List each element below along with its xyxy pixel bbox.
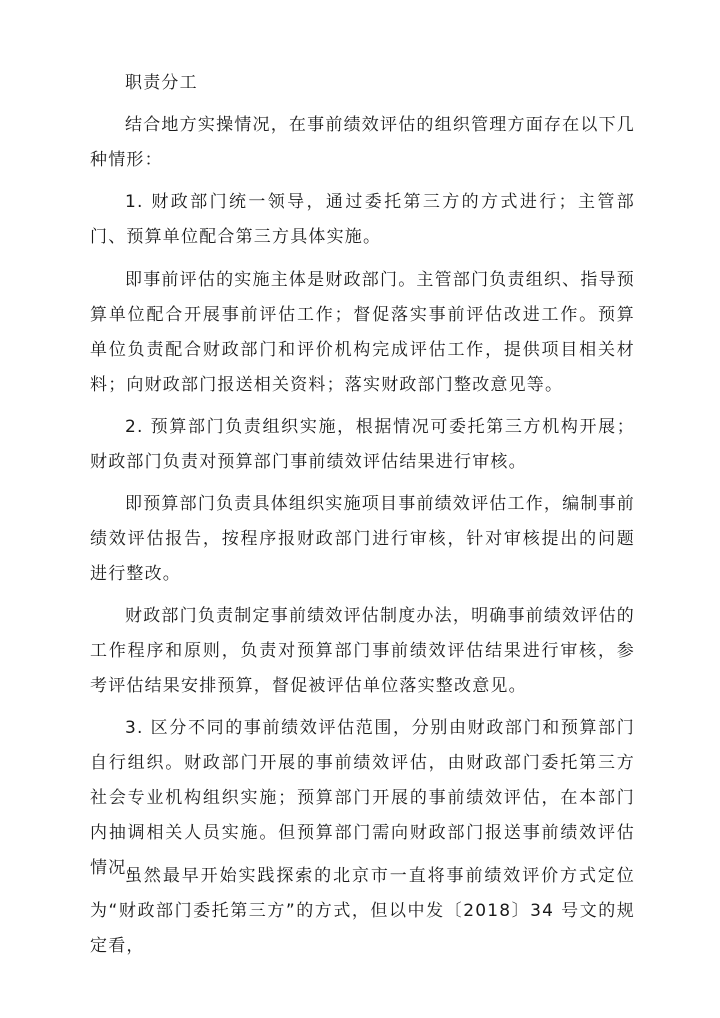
paragraph-intro: 结合地方实操情况，在事前绩效评估的组织管理方面存在以下几种情形： — [90, 115, 635, 170]
paragraph-item-2: 2. 预算部门负责组织实施，根据情况可委托第三方机构开展；财政部门负责对预算部门事前绩效评估结果进行审核。 — [90, 417, 635, 472]
paragraph-item-1-detail: 即事前评估的实施主体是财政部门。主管部门负责组织、指导预算单位配合开展事前评估工作；督促落实事前评估改进工作。预算单位负责配合财政部门和评价机构完成评估工作，提供项目相关材料；向财政部门报送相关资料；落实财政部门整改意见等。 — [90, 270, 635, 395]
paragraph-item-1: 1. 财政部门统一领导，通过委托第三方的方式进行；主管部门、预算单位配合第三方具体实施。 — [90, 192, 635, 247]
paragraph-item-2-finance: 财政部门负责制定事前绩效评估制度办法，明确事前绩效评估的工作程序和原则，负责对预算部门事前绩效评估结果进行审核，参考评估结果安排预算，督促被评估单位落实整改意见。 — [90, 606, 635, 696]
paragraph-item-3: 3. 区分不同的事前绩效评估范围，分别由财政部门和预算部门自行组织。财政部门开展的事前绩效评估，由财政部门委托第三方社会专业机构组织实施；预算部门开展的事前绩效评估，在本部门内抽调相关人员实施。但预算部门需向财政部门报送事前绩效评估情况。 — [90, 718, 635, 878]
paragraph-item-2-detail: 即预算部门负责具体组织实施项目事前绩效评估工作，编制事前绩效评估报告，按程序报财政部门进行审核，针对审核提出的问题进行整改。 — [90, 494, 635, 584]
paragraph-beijing: 虽然最早开始实践探索的北京市一直将事前绩效评价方式定位为“财政部门委托第三方”的方式，但以中发〔2018〕34 号文的规定看， — [90, 866, 635, 956]
section-heading: 职责分工 — [125, 73, 198, 93]
